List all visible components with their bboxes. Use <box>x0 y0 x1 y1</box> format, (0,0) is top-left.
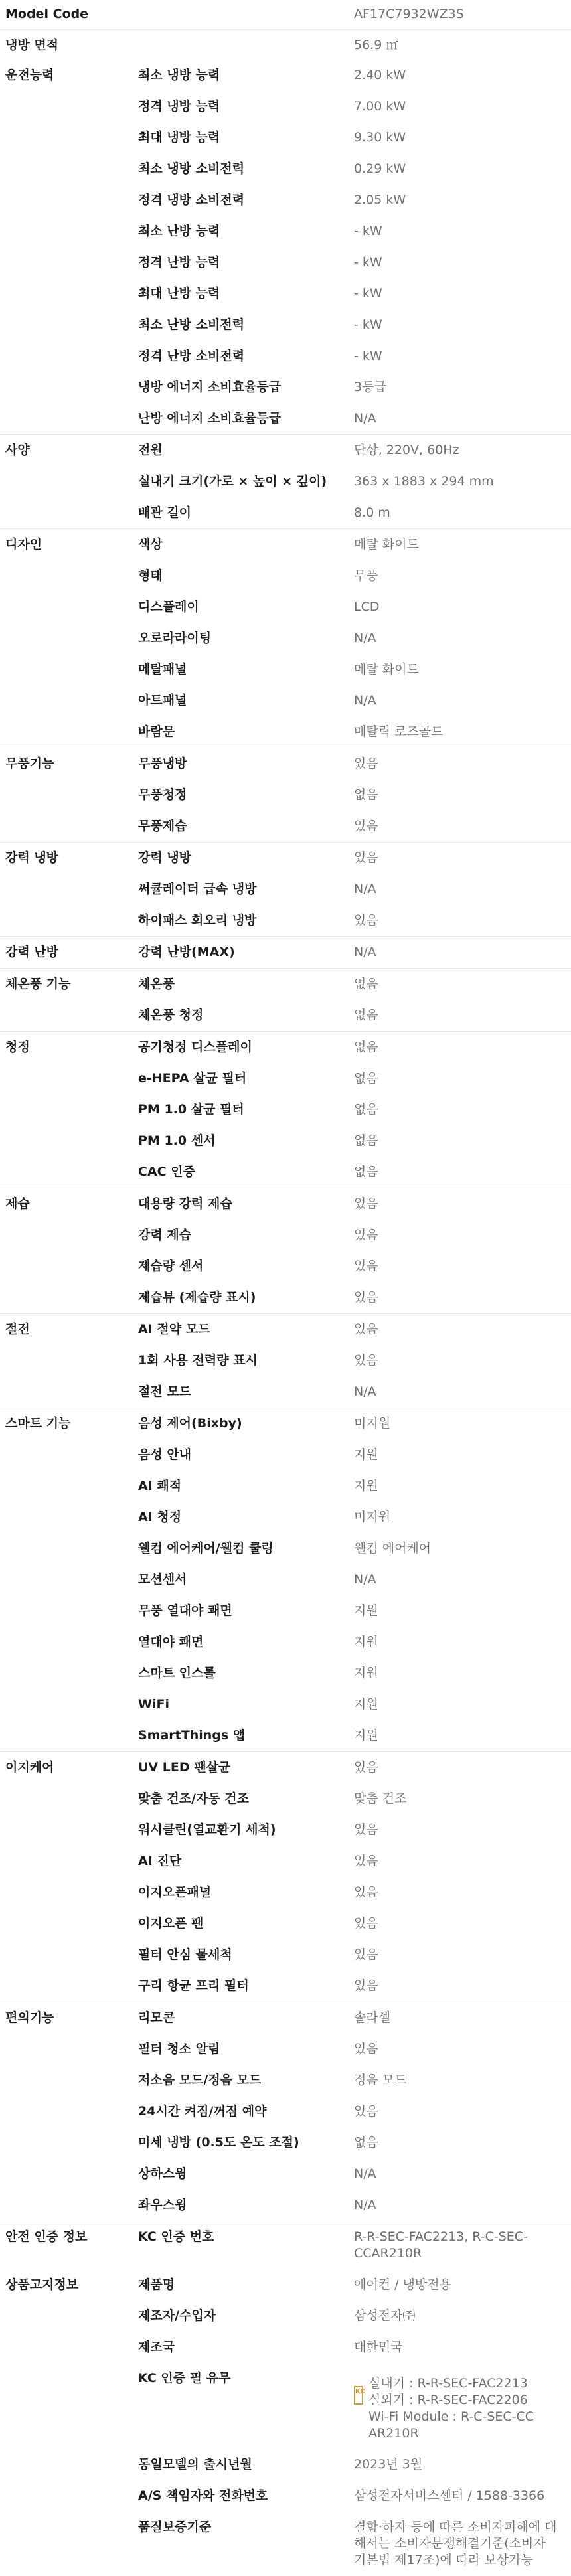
spec-label: AI 진단 <box>138 1854 182 1868</box>
spec-value: 맞춤 건조 <box>354 1791 407 1806</box>
spec-row <box>138 247 571 278</box>
spec-value: 없음 <box>354 787 378 802</box>
spec-label: 디스플레이 <box>138 600 199 614</box>
spec-label: 좌우스윙 <box>138 2198 187 2212</box>
spec-row-cooling-area <box>0 29 571 60</box>
spec-group-name: 체온풍 기능 <box>5 977 71 991</box>
spec-row-kc-mark <box>138 2363 571 2449</box>
spec-group-name: 청정 <box>5 1040 30 1054</box>
spec-group <box>0 1188 571 1313</box>
spec-value: - kW <box>354 224 382 238</box>
kc-line: 실외기 : R-R-SEC-FAC2206 <box>368 2393 528 2407</box>
spec-group <box>0 1751 571 2002</box>
spec-value: 3등급 <box>354 380 386 394</box>
spec-row <box>138 216 571 247</box>
spec-value: 있음 <box>354 913 378 927</box>
spec-row <box>138 2221 571 2269</box>
spec-label: 절전 모드 <box>138 1384 192 1399</box>
spec-label: 24시간 켜짐/꺼짐 예약 <box>138 2104 267 2119</box>
spec-label: 맞춤 건조/자동 건조 <box>138 1791 250 1806</box>
spec-row <box>138 341 571 372</box>
spec-label: 난방 에너지 소비효율등급 <box>138 411 282 426</box>
spec-value: 단상, 220V, 60Hz <box>354 443 459 457</box>
spec-value: 지원 <box>354 1666 378 1680</box>
spec-row <box>138 2512 571 2576</box>
spec-row <box>138 2332 571 2363</box>
spec-label: 열대야 쾌면 <box>138 1635 204 1649</box>
spec-label: 전원 <box>138 443 163 457</box>
spec-row <box>138 1471 571 1502</box>
spec-value: 미지원 <box>354 1416 391 1431</box>
spec-row <box>138 309 571 341</box>
spec-value: N/A <box>354 882 376 896</box>
spec-group <box>0 1313 571 1408</box>
spec-row <box>138 905 571 936</box>
spec-value: 메탈릭 로즈골드 <box>354 724 444 739</box>
spec-label: 냉방 에너지 소비효율등급 <box>138 380 282 394</box>
spec-label: 이지오픈패널 <box>138 1885 212 1899</box>
spec-group <box>0 434 571 528</box>
spec-value: 있음 <box>354 1259 378 1273</box>
spec-row <box>138 1533 571 1564</box>
spec-row <box>138 716 571 748</box>
spec-row <box>138 748 571 779</box>
spec-label: CAC 인증 <box>138 1165 195 1179</box>
spec-value: 없음 <box>354 2135 378 2150</box>
spec-row <box>138 560 571 592</box>
spec-value: 7.00 kW <box>354 99 406 114</box>
spec-value: 메탈 화이트 <box>354 662 419 677</box>
spec-value: 지원 <box>354 1447 378 1462</box>
spec-row <box>138 122 571 153</box>
spec-label: 워시클린(열교환기 세척) <box>138 1822 276 1837</box>
spec-value: N/A <box>354 1384 376 1399</box>
spec-label: 제습뷰 (제습량 표시) <box>138 1290 256 1305</box>
spec-row <box>138 2449 571 2480</box>
spec-group-name: 사양 <box>5 443 30 457</box>
spec-label: 형태 <box>138 568 163 583</box>
spec-value: 솔라셀 <box>354 2010 391 2025</box>
spec-value: 있음 <box>354 2042 378 2056</box>
spec-label: 정격 난방 소비전력 <box>138 349 245 363</box>
spec-row <box>138 2158 571 2190</box>
spec-row <box>138 278 571 309</box>
spec-label: 오로라라이팅 <box>138 631 212 645</box>
spec-label: AI 청정 <box>138 1510 182 1524</box>
spec-label: 무풍청정 <box>138 787 187 802</box>
spec-label: 체온풍 <box>138 977 175 991</box>
spec-value: 있음 <box>354 1947 378 1962</box>
spec-row-model-code <box>0 0 571 29</box>
spec-label: PM 1.0 센서 <box>138 1133 216 1148</box>
spec-group-name: 디자인 <box>5 537 42 552</box>
spec-value: 없음 <box>354 1071 378 1086</box>
spec-row <box>138 1939 571 1971</box>
spec-row <box>138 843 571 874</box>
spec-value: 363 x 1883 x 294 mm <box>354 474 494 489</box>
spec-value: 웰컴 에어케어 <box>354 1541 432 1556</box>
spec-label: 최소 난방 능력 <box>138 224 220 238</box>
spec-row <box>138 185 571 216</box>
spec-group <box>0 748 571 842</box>
kc-certification-icon: KC <box>354 2386 363 2405</box>
spec-value: 없음 <box>354 1008 378 1022</box>
spec-value: 2.40 kW <box>354 68 406 82</box>
spec-label: 최대 난방 능력 <box>138 286 220 301</box>
spec-value: 있음 <box>354 1322 378 1336</box>
spec-label: 제품명 <box>138 2277 175 2292</box>
spec-label: 이지오픈 팬 <box>138 1916 204 1931</box>
spec-row <box>138 2096 571 2127</box>
spec-value: 지원 <box>354 1697 378 1712</box>
spec-value: 있음 <box>354 2104 378 2119</box>
spec-row <box>138 874 571 905</box>
spec-label: 제습량 센서 <box>138 1259 204 1273</box>
spec-row <box>138 1125 571 1157</box>
spec-value: 메탈 화이트 <box>354 537 419 552</box>
spec-group-name: 편의기능 <box>5 2010 54 2025</box>
spec-row <box>138 435 571 466</box>
spec-group-name: 절전 <box>5 1322 30 1336</box>
spec-label: 상하스윙 <box>138 2166 187 2181</box>
spec-label: 공기청정 디스플레이 <box>138 1040 252 1054</box>
spec-group <box>0 1408 571 1751</box>
spec-label: 제조자/수입자 <box>138 2308 216 2323</box>
spec-group-name: 상품고지정보 <box>5 2277 79 2292</box>
spec-value: 있음 <box>354 756 378 771</box>
spec-value: 무풍 <box>354 568 378 583</box>
spec-row <box>138 1689 571 1720</box>
spec-group <box>0 968 571 1031</box>
spec-row <box>138 779 571 811</box>
model-code-label: Model Code <box>5 7 89 21</box>
spec-row <box>138 592 571 623</box>
spec-label: 웰컴 에어케어/웰컴 쿨링 <box>138 1541 274 1556</box>
spec-group <box>0 2221 571 2269</box>
spec-row <box>138 60 571 91</box>
spec-row <box>138 2300 571 2332</box>
spec-row <box>138 811 571 842</box>
spec-row <box>138 1220 571 1251</box>
spec-row <box>138 529 571 560</box>
spec-row <box>138 1564 571 1595</box>
spec-group <box>0 60 571 434</box>
spec-value: - kW <box>354 349 382 363</box>
spec-row <box>138 153 571 185</box>
spec-row <box>138 1595 571 1627</box>
spec-value: 정음 모드 <box>354 2073 407 2087</box>
spec-group <box>0 842 571 936</box>
kc-line: 실내기 : R-R-SEC-FAC2213 <box>368 2376 528 2391</box>
spec-value: 9.30 kW <box>354 130 406 145</box>
spec-group-name: 무풍기능 <box>5 756 54 771</box>
spec-label: 대용량 강력 제습 <box>138 1196 232 1211</box>
spec-row <box>138 1502 571 1533</box>
spec-value: 없음 <box>354 1102 378 1117</box>
spec-group <box>0 528 571 748</box>
spec-label: WiFi <box>138 1697 169 1712</box>
spec-value <box>354 2363 571 2449</box>
spec-value: N/A <box>354 2198 376 2212</box>
spec-row <box>138 1408 571 1439</box>
spec-row <box>138 2269 571 2300</box>
spec-row <box>138 1157 571 1188</box>
spec-label: 음성 제어(Bixby) <box>138 1416 242 1431</box>
spec-value: 있음 <box>354 1760 378 1775</box>
spec-group-name: 제습 <box>5 1196 30 1211</box>
spec-row <box>138 1094 571 1125</box>
spec-row <box>138 497 571 528</box>
spec-label: 실내기 크기(가로 × 높이 × 깊이) <box>138 474 327 489</box>
spec-value: 있음 <box>354 1353 378 1368</box>
spec-value: 있음 <box>354 1290 378 1305</box>
spec-value: 지원 <box>354 1603 378 1618</box>
spec-label: 스마트 인스톨 <box>138 1666 216 1680</box>
spec-value: 지원 <box>354 1728 378 1743</box>
spec-label: 아트패널 <box>138 693 187 708</box>
spec-row <box>138 1345 571 1376</box>
spec-value: 있음 <box>354 1916 378 1931</box>
spec-row <box>138 1282 571 1313</box>
spec-row <box>138 969 571 1000</box>
spec-row <box>138 2065 571 2096</box>
spec-label: 품질보증기준 <box>138 2520 212 2534</box>
spec-value: 결함·하자 등에 따른 소비자피해에 대해서는 소비자분쟁해결기준(소비자기본법 제17조)에 따라 보상가능 <box>354 2520 557 2567</box>
spec-value: 미지원 <box>354 1510 391 1524</box>
spec-label: 무풍제습 <box>138 819 187 833</box>
spec-value: 있음 <box>354 1885 378 1899</box>
spec-label: 강력 제습 <box>138 1228 192 1242</box>
spec-label: 최소 냉방 소비전력 <box>138 161 245 176</box>
spec-value: 있음 <box>354 1854 378 1868</box>
spec-row <box>138 1188 571 1220</box>
spec-row <box>138 1314 571 1345</box>
spec-row <box>138 1814 571 1846</box>
spec-label: UV LED 팬살균 <box>138 1760 231 1775</box>
spec-label: 메탈패널 <box>138 662 187 677</box>
spec-value: N/A <box>354 693 376 708</box>
spec-value: - kW <box>354 286 382 301</box>
spec-group <box>0 936 571 968</box>
spec-row <box>138 1063 571 1094</box>
spec-value: 있음 <box>354 1978 378 1993</box>
spec-group-name: 이지케어 <box>5 1760 54 1775</box>
spec-value: 삼성전자서비스센터 / 1588-3366 <box>354 2488 545 2503</box>
spec-row <box>138 1752 571 1783</box>
spec-label: KC 인증 필 유무 <box>138 2371 231 2385</box>
spec-value: 있음 <box>354 1196 378 1211</box>
spec-row <box>138 1032 571 1063</box>
spec-label: 무풍 열대야 쾌면 <box>138 1603 232 1618</box>
spec-row <box>138 466 571 497</box>
spec-group-name: 스마트 기능 <box>5 1416 71 1431</box>
spec-value: 없음 <box>354 977 378 991</box>
spec-label: 최소 냉방 능력 <box>138 68 220 82</box>
spec-label: 하이패스 회오리 냉방 <box>138 913 257 927</box>
spec-value: 없음 <box>354 1133 378 1148</box>
spec-value: 있음 <box>354 819 378 833</box>
spec-group-name: 안전 인증 정보 <box>5 2229 88 2244</box>
spec-label: 동일모델의 출시년월 <box>138 2457 252 2472</box>
spec-label: PM 1.0 살균 필터 <box>138 1102 244 1117</box>
spec-label: 필터 안심 물세척 <box>138 1947 232 1962</box>
spec-label: A/S 책임자와 전화번호 <box>138 2488 268 2503</box>
spec-value: LCD <box>354 600 380 614</box>
spec-group-name: 강력 난방 <box>5 945 59 959</box>
spec-value: 에어컨 / 냉방전용 <box>354 2277 451 2292</box>
spec-label: 정격 냉방 능력 <box>138 99 220 114</box>
spec-label: 최대 냉방 능력 <box>138 130 220 145</box>
spec-row <box>138 1376 571 1408</box>
spec-row <box>138 403 571 434</box>
spec-value: 2.05 kW <box>354 193 406 207</box>
spec-label: 필터 청소 알림 <box>138 2042 220 2056</box>
spec-group <box>0 2002 571 2221</box>
spec-value: - kW <box>354 317 382 332</box>
spec-row <box>138 2127 571 2158</box>
spec-row <box>138 1783 571 1814</box>
spec-label: 배관 길이 <box>138 505 192 520</box>
spec-row <box>138 623 571 654</box>
spec-value: 2023년 3월 <box>354 2457 423 2472</box>
spec-value: 있음 <box>354 1228 378 1242</box>
spec-value: 있음 <box>354 850 378 865</box>
spec-value: R-R-SEC-FAC2213, R-C-SEC-CCAR210R <box>354 2229 528 2261</box>
spec-row <box>138 1908 571 1939</box>
spec-value: 있음 <box>354 1822 378 1837</box>
spec-group-name: 강력 냉방 <box>5 850 59 865</box>
spec-label: 모션센서 <box>138 1572 187 1587</box>
spec-label: 색상 <box>138 537 163 552</box>
spec-group-name: 운전능력 <box>5 68 54 82</box>
spec-label: 최소 난방 소비전력 <box>138 317 245 332</box>
spec-row <box>138 1971 571 2002</box>
spec-value: - kW <box>354 255 382 270</box>
spec-value: 8.0 m <box>354 505 390 520</box>
spec-label: e-HEPA 살균 필터 <box>138 1071 247 1086</box>
spec-row <box>138 937 571 968</box>
spec-value: 대한민국 <box>354 2340 403 2354</box>
spec-label: KC 인증 번호 <box>138 2229 214 2244</box>
spec-value: 지원 <box>354 1635 378 1649</box>
spec-row <box>138 2034 571 2065</box>
spec-label: 미세 냉방 (0.5도 온도 조절) <box>138 2135 299 2150</box>
spec-value: 삼성전자㈜ <box>354 2308 416 2323</box>
spec-row <box>138 1846 571 1877</box>
spec-label: AI 절약 모드 <box>138 1322 210 1336</box>
spec-row <box>138 1877 571 1908</box>
spec-label: 강력 냉방 <box>138 850 192 865</box>
spec-row <box>138 1627 571 1658</box>
spec-value: N/A <box>354 1572 376 1587</box>
spec-label: SmartThings 앱 <box>138 1728 246 1743</box>
model-code-value: AF17C7932WZ3S <box>354 7 464 21</box>
spec-label: 저소음 모드/정음 모드 <box>138 2073 262 2087</box>
cooling-area-label: 냉방 면적 <box>5 38 59 52</box>
spec-row <box>138 1658 571 1689</box>
spec-row <box>138 2480 571 2512</box>
spec-row <box>138 654 571 685</box>
kc-line: Wi-Fi Module : R-C-SEC-CC <box>368 2409 534 2424</box>
spec-label: 1회 사용 전력량 표시 <box>138 1353 258 1368</box>
spec-row <box>138 2002 571 2034</box>
spec-label: 구리 항균 프리 필터 <box>138 1978 249 1993</box>
spec-label: 바람문 <box>138 724 175 739</box>
cooling-area-value: 56.9 ㎡ <box>354 38 399 52</box>
spec-label: 음성 안내 <box>138 1447 192 1462</box>
spec-row <box>138 2190 571 2221</box>
spec-value: N/A <box>354 631 376 645</box>
spec-label: 정격 난방 능력 <box>138 255 220 270</box>
spec-label: 써큘레이터 급속 냉방 <box>138 882 257 896</box>
spec-label: 체온풍 청정 <box>138 1008 204 1022</box>
spec-row <box>138 685 571 716</box>
spec-label: AI 쾌적 <box>138 1479 182 1493</box>
kc-line: AR210R <box>368 2426 419 2441</box>
spec-group <box>0 2269 571 2576</box>
spec-label: 무풍냉방 <box>138 756 187 771</box>
spec-value: N/A <box>354 945 376 959</box>
spec-label: 제조국 <box>138 2340 175 2354</box>
spec-label: 강력 난방(MAX) <box>138 945 235 959</box>
spec-row <box>138 1000 571 1031</box>
spec-value: N/A <box>354 411 376 426</box>
spec-row <box>138 1720 571 1751</box>
spec-value: N/A <box>354 2166 376 2181</box>
spec-label: 정격 냉방 소비전력 <box>138 193 245 207</box>
spec-row <box>138 372 571 403</box>
spec-value: 없음 <box>354 1040 378 1054</box>
spec-row <box>138 91 571 122</box>
spec-group <box>0 1031 571 1188</box>
spec-label: 리모콘 <box>138 2010 175 2025</box>
spec-row <box>138 1439 571 1471</box>
spec-row <box>138 1251 571 1282</box>
spec-value: 지원 <box>354 1479 378 1493</box>
spec-value: 0.29 kW <box>354 161 406 176</box>
spec-value: 없음 <box>354 1165 378 1179</box>
